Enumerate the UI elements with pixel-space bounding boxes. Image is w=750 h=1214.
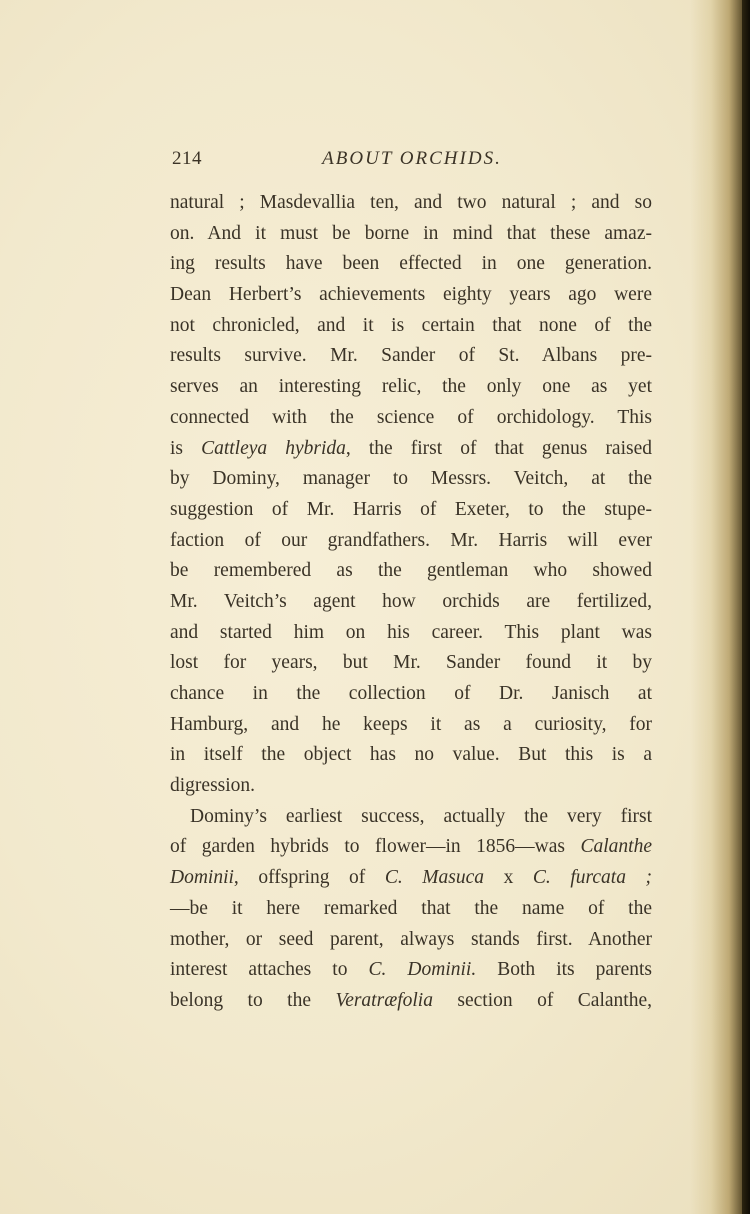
text-run: Both its parents — [476, 959, 652, 981]
text-run: section of Calanthe, — [432, 989, 652, 1011]
text-line — [170, 372, 652, 403]
text-line — [170, 311, 652, 342]
text-run: is — [170, 437, 202, 459]
page-header — [172, 148, 652, 174]
text-line — [170, 955, 652, 986]
text-run: mother, or seed parent, always stands first. Another — [170, 928, 652, 950]
italic-text: C. Masuca — [384, 867, 485, 889]
text-line — [170, 188, 652, 219]
text-run: faction of our grandfathers. Mr. Harris will ever — [170, 529, 652, 551]
text-line — [170, 495, 652, 526]
text-line — [170, 710, 652, 741]
text-run: digression. — [170, 775, 256, 797]
text-line — [170, 403, 652, 434]
italic-text: C. furcata ; — [532, 867, 653, 889]
book-spine-edge — [742, 0, 750, 1214]
text-line — [170, 341, 652, 372]
text-run: , the first of that genus raised — [345, 437, 652, 459]
italic-text: Cattleya hybrida — [201, 437, 346, 459]
text-line — [170, 526, 652, 557]
italic-text: C. Dominii. — [368, 959, 477, 981]
text-run: , offspring of — [233, 867, 385, 889]
text-run: interest attaches to — [170, 959, 369, 981]
text-run: serves an interesting relic, the only one as yet — [170, 376, 652, 398]
text-line — [170, 249, 652, 280]
italic-text: Calanthe — [580, 836, 652, 858]
spine-shadow — [690, 0, 750, 1214]
text-run: and started him on his career. This plant was — [170, 621, 652, 643]
text-line — [170, 648, 652, 679]
body-text — [170, 188, 652, 1017]
text-line — [170, 679, 652, 710]
text-run: lost for years, but Mr. Sander found it by — [170, 652, 652, 674]
text-line — [170, 832, 652, 863]
text-run: results survive. Mr. Sander of St. Albans pre- — [170, 345, 652, 367]
italic-text: Dominii — [170, 867, 234, 889]
text-run: Mr. Veitch’s agent how orchids are fertilized, — [170, 590, 652, 612]
text-line — [170, 863, 652, 894]
text-run: Hamburg, and he keeps it as a curiosity, for — [170, 713, 652, 735]
text-line — [170, 894, 652, 925]
text-run: in itself the object has no value. But this is a — [170, 744, 652, 766]
text-run: natural ; Masdevallia ten, and two natural ; and so — [170, 192, 652, 213]
text-run: belong to the — [170, 989, 336, 1011]
text-run: x — [484, 867, 533, 889]
text-line — [170, 802, 652, 833]
text-line — [170, 771, 652, 802]
text-run: chance in the collection of Dr. Janisch at — [170, 683, 652, 704]
text-run: ing results have been effected in one generation. — [170, 253, 652, 275]
text-line — [170, 740, 652, 771]
text-run: Dean Herbert’s achievements eighty years ago were — [170, 284, 652, 306]
text-line — [170, 464, 652, 495]
text-run: suggestion of Mr. Harris of Exeter, to the stupe- — [170, 498, 652, 520]
text-run: of garden hybrids to flower—in 1856—was — [170, 836, 581, 858]
text-run: not chronicled, and it is certain that none of the — [170, 314, 652, 336]
italic-text: Veratræfolia — [335, 989, 433, 1011]
running-head: ABOUT ORCHIDS. — [322, 148, 502, 169]
text-line — [170, 280, 652, 311]
text-line — [170, 618, 652, 649]
text-line — [170, 556, 652, 587]
page-number: 214 — [172, 148, 202, 169]
text-line — [170, 986, 652, 1017]
text-line — [170, 587, 652, 618]
text-line — [170, 925, 652, 956]
text-run: Dominy’s earliest success, actually the very first — [190, 805, 652, 827]
text-run: be remembered as the gentleman who showed — [170, 560, 652, 582]
text-run: connected with the science of orchidology. This — [170, 406, 652, 428]
text-line — [170, 434, 652, 465]
text-run: on. And it must be borne in mind that these amaz- — [170, 222, 652, 244]
text-run: —be it here remarked that the name of the — [170, 897, 652, 919]
text-line — [170, 219, 652, 250]
text-run: by Dominy, manager to Messrs. Veitch, at the — [170, 468, 652, 490]
